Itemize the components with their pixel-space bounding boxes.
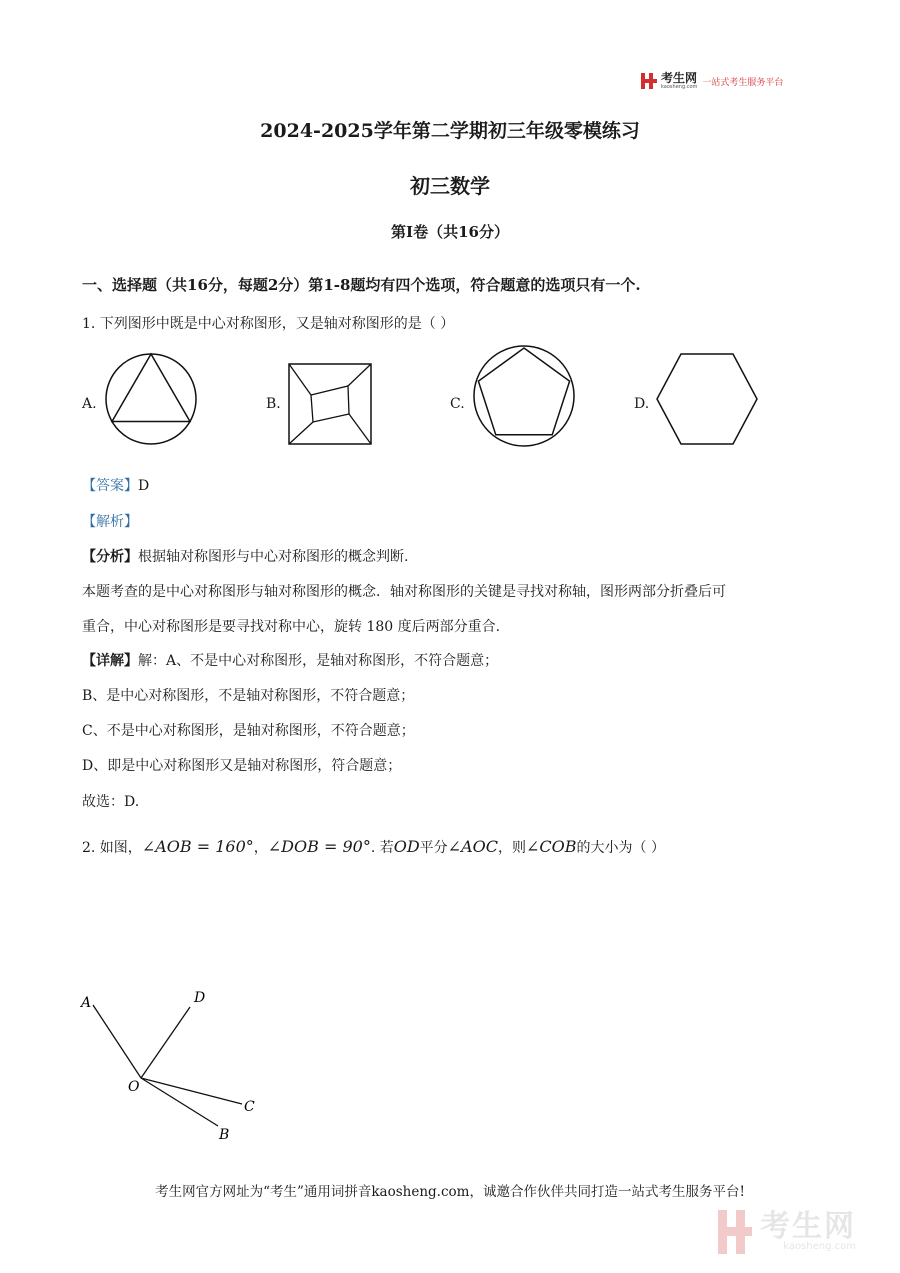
q1-option-d-label: D. — [634, 396, 650, 412]
para2-number: 180 — [366, 619, 394, 635]
volume-title: 第I卷（共16分） — [391, 223, 509, 241]
footer-text: 考生网官方网址为“考生”通用词拼音kaosheng.com，诚邀合作伙伴共同打造一站式考生服务平台! — [155, 1184, 745, 1200]
label-a: A — [81, 995, 92, 1011]
q1-detail-d: D、即是中心对称图形又是轴对称图形，符合题意； — [82, 758, 402, 774]
q1-conclusion: 故选：D. — [82, 794, 140, 810]
fenxi-text: 根据轴对称图形与中心对称图形的概念判断. — [138, 549, 409, 565]
q1-para2 — [82, 617, 500, 637]
q2-sep: ， — [253, 840, 268, 856]
logo-name: 考生网 — [661, 71, 698, 85]
q2-text-1: . 若 — [370, 840, 394, 856]
ray-od — [141, 1007, 190, 1078]
answer-value: D — [138, 478, 150, 494]
q1-answer-line — [82, 476, 149, 496]
pentagon-in-circle-icon — [472, 344, 576, 448]
watermark-logo-icon — [716, 1208, 754, 1256]
triangle-in-circle-icon — [104, 352, 198, 446]
detail-label: 【详解】 — [82, 653, 138, 669]
watermark-name: 考生网 — [760, 1209, 856, 1244]
answer-label: 【答案】 — [82, 478, 138, 494]
q1-option-a-label: A. — [82, 396, 97, 412]
ray-oa — [93, 1005, 141, 1078]
q1-stem: 1. 下列图形中既是中心对称图形，又是轴对称图形的是（ ） — [82, 316, 455, 332]
section-heading: 一、选择题（共16分，每题2分）第1-8题均有四个选项，符合题意的选项只有一个. — [82, 276, 641, 294]
label-b: B — [219, 1127, 230, 1143]
ray-ob — [141, 1078, 218, 1126]
para2-text-a: 重合，中心对称图形是要寻找对称中心，旋转 — [82, 619, 362, 635]
q2-text-4: 的大小为（ ） — [576, 840, 665, 856]
exam-title: 2024-2025学年第二学期初三年级零模练习 — [260, 120, 640, 142]
logo-slogan: 一站式考生服务平台 — [702, 77, 784, 88]
q1-option-c-label: C. — [450, 396, 465, 412]
label-o: O — [128, 1079, 140, 1095]
q1-option-b-label: B. — [266, 396, 281, 412]
q1-fenxi — [82, 547, 408, 567]
q2-expr-dob: ∠DOB = 90° — [267, 837, 371, 856]
q1-detail-b: B、是中心对称图形，不是轴对称图形，不符合题意； — [82, 688, 415, 704]
watermark — [716, 1208, 856, 1256]
header-logo — [640, 72, 783, 90]
para2-text-b: 度后两部分重合. — [397, 619, 501, 635]
logo-domain: kaosheng.com — [661, 84, 698, 90]
label-c: C — [244, 1099, 255, 1115]
q2-aoc: ∠AOC — [447, 837, 498, 856]
q1-para1: 本题考查的是中心对称图形与轴对称图形的概念．轴对称图形的关键是寻找对称轴，图形两部分折叠后可 — [82, 584, 726, 600]
analysis-label: 【解析】 — [82, 514, 138, 530]
kaosheng-logo-icon — [640, 72, 658, 90]
detail-a-text: 解：A、不是中心对称图形，是轴对称图形，不符合题意； — [138, 653, 499, 669]
q2-cob: ∠COB — [526, 837, 577, 856]
angle-figure — [70, 980, 280, 1150]
hexagon-icon — [654, 352, 760, 446]
q1-detail-a — [82, 651, 498, 671]
q2-stem — [82, 837, 665, 858]
rotated-square-in-square-icon — [287, 362, 373, 446]
q2-text-3: ，则 — [498, 840, 526, 856]
watermark-domain: kaosheng.com — [783, 1241, 856, 1252]
subject-title: 初三数学 — [410, 174, 490, 198]
q2-text-2: 平分 — [419, 840, 448, 856]
q2-number: 2. 如图， — [82, 840, 142, 856]
label-d: D — [194, 990, 206, 1006]
q1-detail-c: C、不是中心对称图形，是轴对称图形，不符合题意； — [82, 723, 415, 739]
ray-oc — [141, 1078, 242, 1104]
q2-expr-aob: ∠AOB = 160° — [141, 837, 254, 856]
q2-od: OD — [393, 837, 420, 856]
fenxi-label: 【分析】 — [82, 549, 138, 565]
